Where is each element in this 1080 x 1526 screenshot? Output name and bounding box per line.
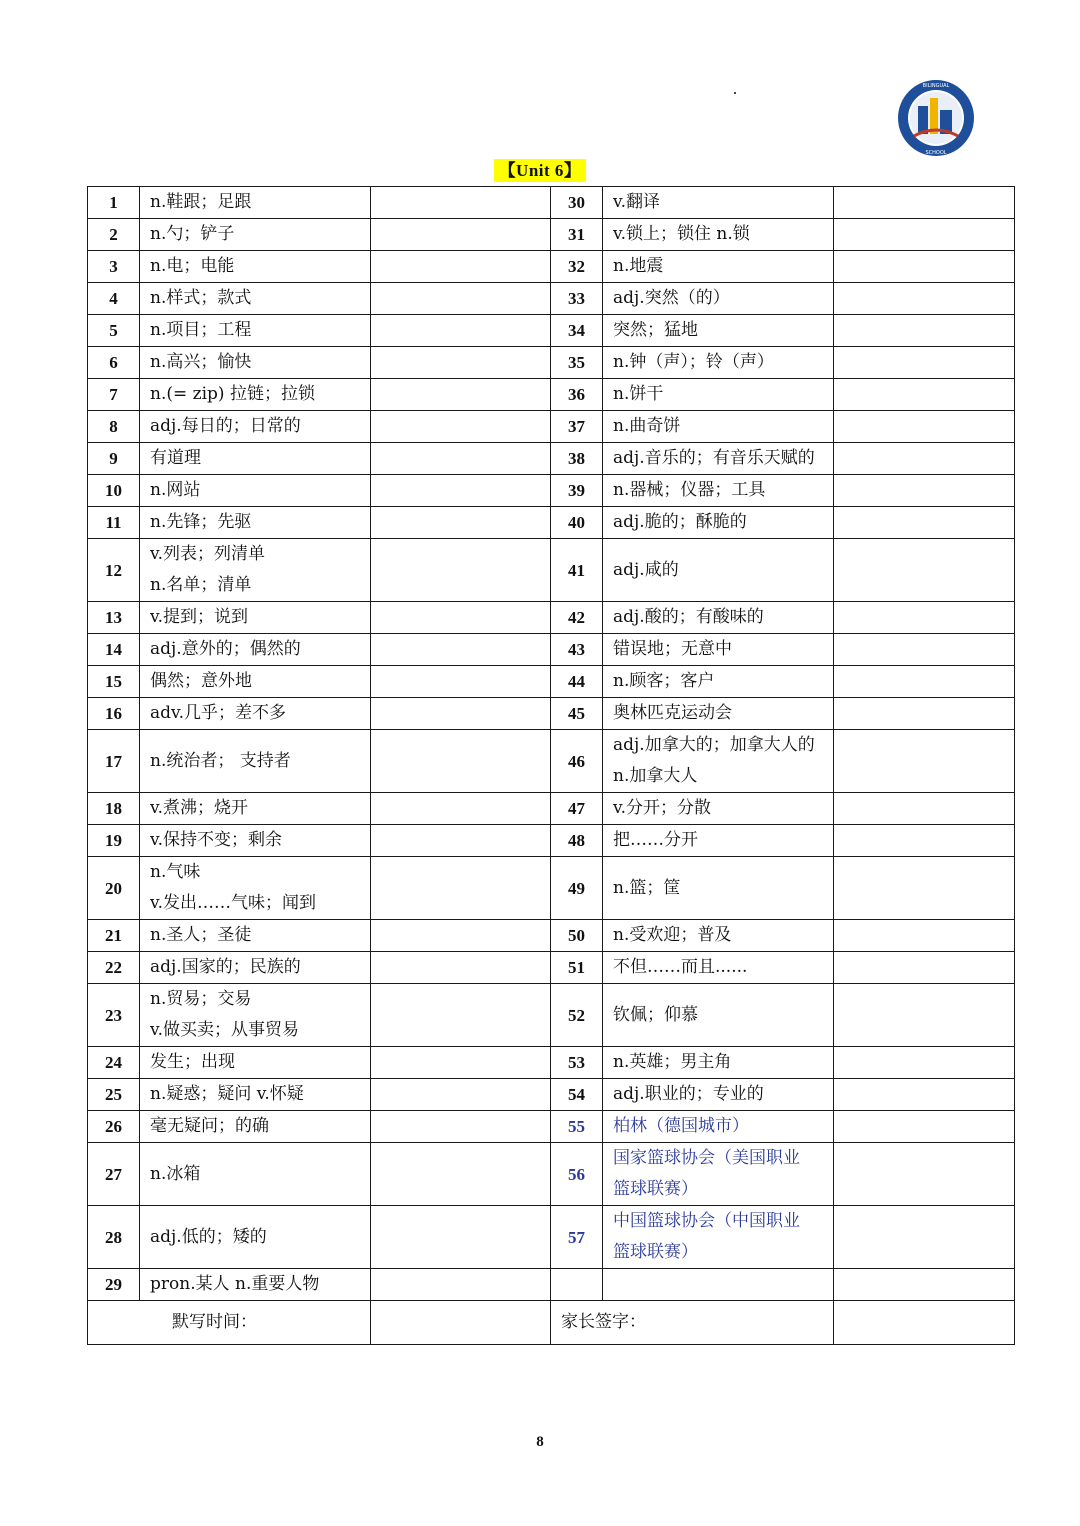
- table-row: [88, 952, 1015, 984]
- word-number: 9: [88, 443, 140, 475]
- word-meaning: [603, 793, 834, 825]
- word-meaning: [140, 251, 371, 283]
- meaning-line: n.高兴；愉快: [150, 352, 252, 372]
- table-row: [88, 1079, 1015, 1111]
- table-row: [88, 1206, 1015, 1269]
- word-number: 29: [88, 1269, 140, 1301]
- word-number: 43: [551, 634, 603, 666]
- word-number: 38: [551, 443, 603, 475]
- answer-cell[interactable]: [371, 411, 551, 443]
- meaning-line: n.顾客；客户: [613, 671, 715, 691]
- answer-cell[interactable]: [834, 1079, 1015, 1111]
- word-meaning: [140, 1111, 371, 1143]
- meaning-line: n.样式；款式: [150, 288, 252, 308]
- answer-cell[interactable]: [834, 920, 1015, 952]
- word-number: 24: [88, 1047, 140, 1079]
- word-number: 2: [88, 219, 140, 251]
- word-number: 45: [551, 698, 603, 730]
- word-number: 46: [551, 730, 603, 793]
- meaning-line: 中国篮球协会（中国职业: [613, 1211, 800, 1231]
- table-row: [88, 793, 1015, 825]
- word-number: 57: [551, 1206, 603, 1269]
- meaning-line: adj.脆的；酥脆的: [613, 512, 747, 532]
- meaning-line: adj.意外的；偶然的: [150, 639, 301, 659]
- answer-cell[interactable]: [834, 698, 1015, 730]
- word-number: 55: [551, 1111, 603, 1143]
- word-meaning: [140, 283, 371, 315]
- word-number: 23: [88, 984, 140, 1047]
- meaning-line: n.网站: [150, 480, 201, 500]
- word-meaning: [140, 187, 371, 219]
- word-meaning: [140, 219, 371, 251]
- table-row: [88, 219, 1015, 251]
- word-meaning: [603, 666, 834, 698]
- table-row: [88, 857, 1015, 920]
- answer-cell[interactable]: [834, 984, 1015, 1047]
- table-row: [88, 1143, 1015, 1206]
- answer-cell[interactable]: [371, 666, 551, 698]
- table-row: [88, 1047, 1015, 1079]
- word-number: 26: [88, 1111, 140, 1143]
- meaning-line: v.分开；分散: [613, 798, 711, 818]
- answer-cell[interactable]: [834, 1269, 1015, 1301]
- word-meaning: [603, 347, 834, 379]
- meaning-line: adj.突然（的）: [613, 288, 730, 308]
- word-number: 44: [551, 666, 603, 698]
- answer-cell[interactable]: [834, 1143, 1015, 1206]
- word-meaning: [603, 1111, 834, 1143]
- answer-cell[interactable]: [371, 698, 551, 730]
- answer-cell[interactable]: [834, 730, 1015, 793]
- answer-cell[interactable]: [371, 984, 551, 1047]
- dictation-time-field[interactable]: [371, 1301, 551, 1345]
- answer-cell[interactable]: [371, 825, 551, 857]
- word-number: 49: [551, 857, 603, 920]
- meaning-line: 篮球联赛）: [613, 1242, 698, 1262]
- word-meaning: [140, 825, 371, 857]
- word-number: 39: [551, 475, 603, 507]
- answer-cell[interactable]: [371, 1111, 551, 1143]
- word-number: 19: [88, 825, 140, 857]
- meaning-line: n.项目；工程: [150, 320, 252, 340]
- word-meaning: [140, 984, 371, 1047]
- meaning-line: 钦佩；仰慕: [613, 1004, 698, 1025]
- answer-cell[interactable]: [834, 539, 1015, 602]
- answer-cell[interactable]: [371, 1269, 551, 1301]
- word-meaning: [140, 952, 371, 984]
- answer-cell[interactable]: [834, 379, 1015, 411]
- answer-cell[interactable]: [834, 219, 1015, 251]
- answer-cell[interactable]: [371, 283, 551, 315]
- word-meaning: [603, 825, 834, 857]
- word-meaning: [140, 602, 371, 634]
- answer-cell[interactable]: [371, 1047, 551, 1079]
- word-meaning: [603, 219, 834, 251]
- signature-row: [88, 1301, 1015, 1345]
- word-meaning: [603, 475, 834, 507]
- word-number: 14: [88, 634, 140, 666]
- word-meaning: [140, 539, 371, 602]
- word-number: 48: [551, 825, 603, 857]
- word-number: 35: [551, 347, 603, 379]
- meaning-line: adj.酸的；有酸味的: [613, 607, 764, 627]
- word-meaning: [603, 920, 834, 952]
- answer-cell[interactable]: [371, 1079, 551, 1111]
- answer-cell[interactable]: [371, 443, 551, 475]
- word-meaning: [140, 475, 371, 507]
- table-row: [88, 443, 1015, 475]
- answer-cell[interactable]: [371, 857, 551, 920]
- word-meaning: [140, 634, 371, 666]
- meaning-line: n.勺；铲子: [150, 224, 235, 244]
- meaning-line: v.保持不变；剩余: [150, 830, 282, 850]
- meaning-line: adv.几乎；差不多: [150, 703, 287, 723]
- word-number: 31: [551, 219, 603, 251]
- answer-cell[interactable]: [371, 315, 551, 347]
- answer-cell[interactable]: [834, 1206, 1015, 1269]
- word-number: 5: [88, 315, 140, 347]
- word-meaning: [140, 315, 371, 347]
- answer-cell[interactable]: [834, 666, 1015, 698]
- word-meaning: [603, 379, 834, 411]
- answer-cell[interactable]: [371, 539, 551, 602]
- word-meaning: [603, 539, 834, 602]
- meaning-line: 毫无疑问；的确: [150, 1116, 269, 1136]
- answer-cell[interactable]: [371, 347, 551, 379]
- word-meaning: [140, 1269, 371, 1301]
- word-meaning: [603, 1047, 834, 1079]
- word-meaning: [603, 1143, 834, 1206]
- word-number: 11: [88, 507, 140, 539]
- svg-text:BILINGUAL: BILINGUAL: [922, 83, 950, 89]
- meaning-line: n.疑惑；疑问 v.怀疑: [150, 1084, 304, 1104]
- school-emblem-icon: [896, 78, 976, 158]
- meaning-line: n.冰箱: [150, 1163, 201, 1184]
- meaning-line: n.鞋跟；足跟: [150, 192, 252, 212]
- meaning-line: n.篮；筐: [613, 877, 681, 898]
- answer-cell[interactable]: [834, 411, 1015, 443]
- meaning-line: 发生；出现: [150, 1052, 235, 1072]
- meaning-line: 突然；猛地: [613, 320, 698, 340]
- table-row: [88, 539, 1015, 602]
- word-number: 7: [88, 379, 140, 411]
- table-row: [88, 379, 1015, 411]
- meaning-line: n.(= zip) 拉链；拉锁: [150, 384, 315, 404]
- parent-signature-label: 家长签字：: [551, 1301, 834, 1345]
- answer-cell[interactable]: [371, 187, 551, 219]
- word-meaning: [140, 1143, 371, 1206]
- answer-cell[interactable]: [371, 793, 551, 825]
- meaning-line: pron.某人 n.重要人物: [150, 1274, 320, 1294]
- word-meaning: [140, 1047, 371, 1079]
- meaning-line: v.煮沸；烧开: [150, 798, 248, 818]
- meaning-line: n.曲奇饼: [613, 416, 681, 436]
- answer-cell[interactable]: [834, 825, 1015, 857]
- table-row: [88, 920, 1015, 952]
- meaning-line: n.地震: [613, 256, 664, 276]
- answer-cell[interactable]: [371, 952, 551, 984]
- parent-signature-field[interactable]: [834, 1301, 1015, 1345]
- answer-cell[interactable]: [371, 634, 551, 666]
- meaning-line: adj.低的；矮的: [150, 1226, 267, 1247]
- word-number: 33: [551, 283, 603, 315]
- word-meaning: [140, 920, 371, 952]
- table-row: [88, 984, 1015, 1047]
- answer-cell[interactable]: [834, 251, 1015, 283]
- word-meaning: [140, 857, 371, 920]
- meaning-line: n.先锋；先驱: [150, 512, 252, 532]
- meaning-line: n.贸易；交易: [150, 989, 252, 1009]
- word-number: 42: [551, 602, 603, 634]
- meaning-line: v.翻译: [613, 192, 660, 212]
- table-row: [88, 411, 1015, 443]
- answer-cell[interactable]: [834, 187, 1015, 219]
- word-number: 8: [88, 411, 140, 443]
- answer-cell[interactable]: [371, 920, 551, 952]
- meaning-line: 篮球联赛）: [613, 1179, 698, 1199]
- svg-text:SCHOOL: SCHOOL: [925, 150, 947, 156]
- meaning-line: n.统治者； 支持者: [150, 750, 291, 771]
- meaning-line: adj.音乐的；有音乐天赋的: [613, 448, 815, 468]
- answer-cell[interactable]: [371, 251, 551, 283]
- answer-cell[interactable]: [834, 602, 1015, 634]
- word-number: 10: [88, 475, 140, 507]
- meaning-line: v.做买卖；从事贸易: [150, 1020, 299, 1040]
- answer-cell[interactable]: [371, 1206, 551, 1269]
- word-number: 53: [551, 1047, 603, 1079]
- word-number: 12: [88, 539, 140, 602]
- meaning-line: 把……分开: [613, 830, 698, 850]
- word-number: 41: [551, 539, 603, 602]
- word-number: 6: [88, 347, 140, 379]
- word-number: 4: [88, 283, 140, 315]
- table-row: [88, 315, 1015, 347]
- meaning-line: n.英雄；男主角: [613, 1052, 732, 1072]
- answer-cell[interactable]: [371, 602, 551, 634]
- word-number: 15: [88, 666, 140, 698]
- word-number: 54: [551, 1079, 603, 1111]
- answer-cell[interactable]: [834, 475, 1015, 507]
- answer-cell[interactable]: [834, 507, 1015, 539]
- word-number: 25: [88, 1079, 140, 1111]
- word-meaning: [603, 507, 834, 539]
- word-meaning: [603, 1206, 834, 1269]
- table-row: [88, 1269, 1015, 1301]
- word-meaning: [603, 443, 834, 475]
- answer-cell[interactable]: [371, 507, 551, 539]
- meaning-line: n.气味: [150, 862, 201, 882]
- answer-cell[interactable]: [834, 952, 1015, 984]
- word-number: 17: [88, 730, 140, 793]
- word-number: 34: [551, 315, 603, 347]
- answer-cell[interactable]: [834, 347, 1015, 379]
- word-number: [551, 1269, 603, 1301]
- meaning-line: n.电；电能: [150, 256, 235, 276]
- word-meaning: [603, 411, 834, 443]
- word-meaning: [603, 952, 834, 984]
- answer-cell[interactable]: [834, 634, 1015, 666]
- word-number: 50: [551, 920, 603, 952]
- word-meaning: [603, 602, 834, 634]
- meaning-line: n.圣人；圣徒: [150, 925, 252, 945]
- table-row: [88, 347, 1015, 379]
- word-meaning: [140, 379, 371, 411]
- meaning-line: 错误地；无意中: [613, 639, 732, 659]
- word-meaning: [603, 283, 834, 315]
- answer-cell[interactable]: [834, 443, 1015, 475]
- table-row: [88, 475, 1015, 507]
- meaning-line: n.名单；清单: [150, 575, 252, 595]
- table-row: [88, 698, 1015, 730]
- table-row: [88, 283, 1015, 315]
- answer-cell[interactable]: [371, 475, 551, 507]
- meaning-line: v.提到；说到: [150, 607, 248, 627]
- meaning-line: n.钟（声）；铃（声）: [613, 352, 774, 372]
- answer-cell[interactable]: [371, 379, 551, 411]
- word-number: 36: [551, 379, 603, 411]
- table-row: [88, 730, 1015, 793]
- answer-cell[interactable]: [371, 1143, 551, 1206]
- table-row: [88, 507, 1015, 539]
- word-meaning: [603, 634, 834, 666]
- word-number: 13: [88, 602, 140, 634]
- meaning-line: adj.咸的: [613, 559, 679, 580]
- word-number: 16: [88, 698, 140, 730]
- answer-cell[interactable]: [834, 793, 1015, 825]
- word-number: 30: [551, 187, 603, 219]
- word-meaning: [603, 251, 834, 283]
- stray-dot: [734, 92, 736, 94]
- table-row: [88, 1111, 1015, 1143]
- word-number: 20: [88, 857, 140, 920]
- meaning-line: n.器械；仪器；工具: [613, 480, 766, 500]
- meaning-line: 有道理: [150, 448, 201, 468]
- word-number: 22: [88, 952, 140, 984]
- meaning-line: n.饼干: [613, 384, 664, 404]
- word-meaning: [140, 666, 371, 698]
- word-meaning: [140, 347, 371, 379]
- word-meaning: [140, 793, 371, 825]
- meaning-line: n.加拿大人: [613, 766, 698, 786]
- word-meaning: [140, 698, 371, 730]
- word-number: 3: [88, 251, 140, 283]
- word-meaning: [603, 984, 834, 1047]
- meaning-line: v.列表；列清单: [150, 544, 265, 564]
- word-number: 1: [88, 187, 140, 219]
- answer-cell[interactable]: [371, 219, 551, 251]
- table-row: [88, 666, 1015, 698]
- unit-title: [0, 156, 1080, 181]
- word-meaning: [140, 1079, 371, 1111]
- meaning-line: v.锁上；锁住 n.锁: [613, 224, 750, 244]
- table-row: [88, 251, 1015, 283]
- word-number: 47: [551, 793, 603, 825]
- meaning-line: 奥林匹克运动会: [613, 703, 732, 723]
- word-number: 27: [88, 1143, 140, 1206]
- meaning-line: 国家篮球协会（美国职业: [613, 1148, 800, 1168]
- vocabulary-table: [87, 186, 1015, 1345]
- word-meaning: [140, 411, 371, 443]
- answer-cell[interactable]: [834, 315, 1015, 347]
- table-row: [88, 634, 1015, 666]
- word-meaning: [140, 1206, 371, 1269]
- answer-cell[interactable]: [834, 1111, 1015, 1143]
- answer-cell[interactable]: [371, 730, 551, 793]
- word-number: 18: [88, 793, 140, 825]
- word-number: 51: [551, 952, 603, 984]
- table-row: [88, 602, 1015, 634]
- word-number: 32: [551, 251, 603, 283]
- word-number: 52: [551, 984, 603, 1047]
- meaning-line: adj.每日的；日常的: [150, 416, 301, 436]
- word-meaning: [603, 187, 834, 219]
- word-number: 37: [551, 411, 603, 443]
- word-meaning: [603, 698, 834, 730]
- dictation-time-label: 默写时间：: [88, 1301, 371, 1345]
- word-number: 21: [88, 920, 140, 952]
- word-meaning: [603, 730, 834, 793]
- word-meaning: [603, 1269, 834, 1301]
- word-number: 40: [551, 507, 603, 539]
- word-meaning: [140, 443, 371, 475]
- word-meaning: [603, 1079, 834, 1111]
- page-number: 8: [536, 1434, 544, 1450]
- meaning-line: adj.职业的；专业的: [613, 1084, 764, 1104]
- meaning-line: 偶然；意外地: [150, 671, 252, 691]
- table-row: [88, 825, 1015, 857]
- meaning-line: v.发出……气味；闻到: [150, 893, 316, 913]
- answer-cell[interactable]: [834, 283, 1015, 315]
- meaning-line: 不但……而且......: [613, 957, 748, 977]
- word-meaning: [140, 730, 371, 793]
- word-meaning: [603, 857, 834, 920]
- word-meaning: [603, 315, 834, 347]
- word-meaning: [140, 507, 371, 539]
- table-row: [88, 187, 1015, 219]
- meaning-line: n.受欢迎；普及: [613, 925, 732, 945]
- meaning-line: 柏林（德国城市）: [613, 1116, 749, 1136]
- answer-cell[interactable]: [834, 857, 1015, 920]
- answer-cell[interactable]: [834, 1047, 1015, 1079]
- word-number: 56: [551, 1143, 603, 1206]
- meaning-line: adj.加拿大的；加拿大人的: [613, 735, 815, 755]
- unit-title-text: 【Unit 6】: [494, 159, 587, 182]
- word-number: 28: [88, 1206, 140, 1269]
- meaning-line: adj.国家的；民族的: [150, 957, 301, 977]
